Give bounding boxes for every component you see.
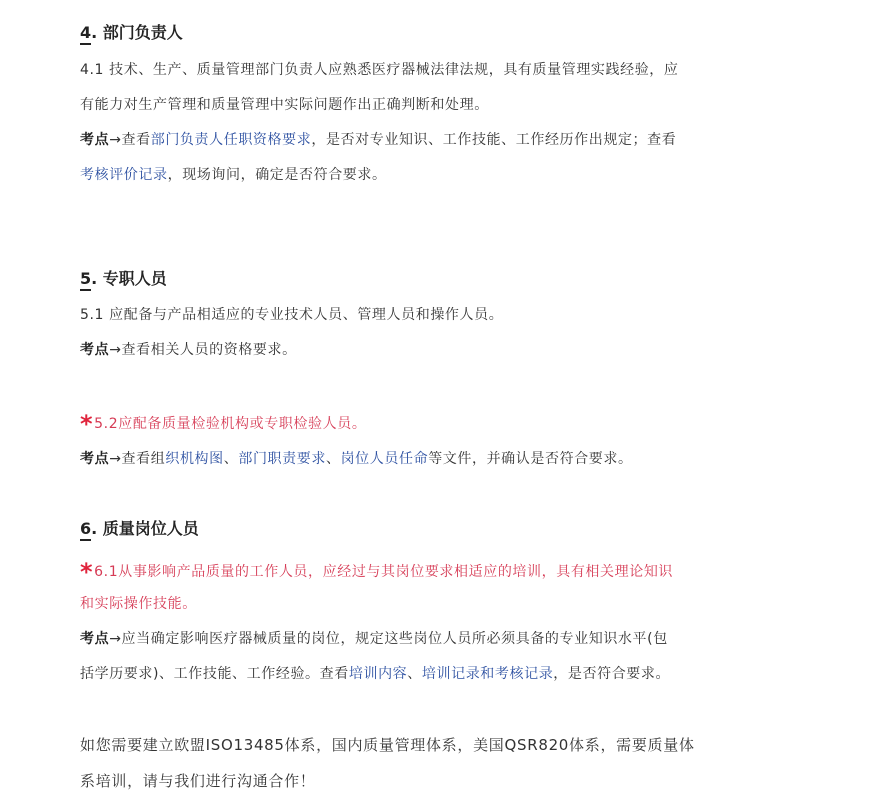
link-assessment-records[interactable]: 考核评价记录 xyxy=(80,167,168,183)
section-4-number: 4 xyxy=(80,23,91,45)
section-4-checkpoint-line-1 xyxy=(80,130,676,150)
checkpoint-text: 括学历要求)、工作技能、工作经验。查看 xyxy=(80,666,349,682)
contact-line-2: 系培训，请与我们进行沟通合作！ xyxy=(80,772,316,790)
link-org-chart[interactable]: 织机构图 xyxy=(165,451,224,467)
required-star-icon: * xyxy=(80,410,94,438)
section-5-1-line: 5.1 应配备与产品相适应的专业技术人员、管理人员和操作人员。 xyxy=(80,307,504,323)
required-star-icon: * xyxy=(80,558,94,586)
section-6-1-text: 6.1从事影响产品质量的工作人员，应经过与其岗位要求相适应的培训，具有相关理论知识 xyxy=(94,564,674,580)
section-6-checkpoint-line-2 xyxy=(80,664,670,684)
checkpoint-text: →查看 xyxy=(109,132,151,148)
section-6-1-text: 和实际操作技能。 xyxy=(80,596,197,612)
link-post-appointment[interactable]: 岗位人员任命 xyxy=(340,451,429,467)
section-6-1-line-1 xyxy=(80,558,674,586)
checkpoint-text: ，现场询问，确定是否符合要求。 xyxy=(167,167,387,183)
separator: 、 xyxy=(325,451,341,467)
section-5-2-line xyxy=(80,410,367,438)
section-5-heading xyxy=(80,269,167,289)
section-5-2-text: 5.2应配备质量检验机构或专职检验人员。 xyxy=(94,416,367,432)
section-5-title: . 专职人员 xyxy=(91,269,167,288)
section-4-1-line-2: 有能力对生产管理和质量管理中实际问题作出正确判断和处理。 xyxy=(80,97,489,113)
section-5-checkpoint-line-2 xyxy=(80,449,633,469)
checkpoint-text: ，是否对专业知识、工作技能、工作经历作出规定；查看 xyxy=(311,132,677,148)
section-4-title: . 部门负责人 xyxy=(91,23,183,42)
section-6-heading xyxy=(80,519,199,539)
section-4-checkpoint-line-2 xyxy=(80,165,387,185)
section-5-number: 5 xyxy=(80,269,91,291)
checkpoint-text: →查看组 xyxy=(109,451,166,467)
checkpoint-text: ，是否符合要求。 xyxy=(553,666,671,682)
section-6-title: . 质量岗位人员 xyxy=(91,519,199,538)
link-dept-head-qualification[interactable]: 部门负责人任职资格要求 xyxy=(150,132,312,148)
checkpoint-text: →查看相关人员的资格要求。 xyxy=(109,342,297,358)
checkpoint-text: →应当确定影响医疗器械质量的岗位，规定这些岗位人员所必须具备的专业知识水平(包 xyxy=(109,631,668,647)
checkpoint-label: 考点 xyxy=(80,342,110,358)
checkpoint-text: 等文件，并确认是否符合要求。 xyxy=(428,451,633,467)
contact-line-1: 如您需要建立欧盟ISO13485体系，国内质量管理体系，美国QSR820体系，需要质量体 xyxy=(80,736,695,754)
link-dept-duties[interactable]: 部门职责要求 xyxy=(238,451,326,467)
checkpoint-label: 考点 xyxy=(80,631,110,647)
section-4-1-line-1: 4.1 技术、生产、质量管理部门负责人应熟悉医疗器械法律法规，具有质量管理实践经验，应 xyxy=(80,62,679,78)
section-5-checkpoint-line-1 xyxy=(80,340,297,360)
section-4-heading xyxy=(80,23,183,43)
section-6-number: 6 xyxy=(80,519,91,541)
separator: 、 xyxy=(223,451,239,467)
section-6-1-line-2 xyxy=(80,594,197,614)
checkpoint-label: 考点 xyxy=(80,451,110,467)
section-6-checkpoint-line-1 xyxy=(80,629,668,649)
link-training-content[interactable]: 培训内容 xyxy=(348,666,408,682)
link-training-records[interactable]: 培训记录和考核记录 xyxy=(421,666,554,682)
separator: 、 xyxy=(407,666,422,682)
checkpoint-label: 考点 xyxy=(80,132,110,148)
